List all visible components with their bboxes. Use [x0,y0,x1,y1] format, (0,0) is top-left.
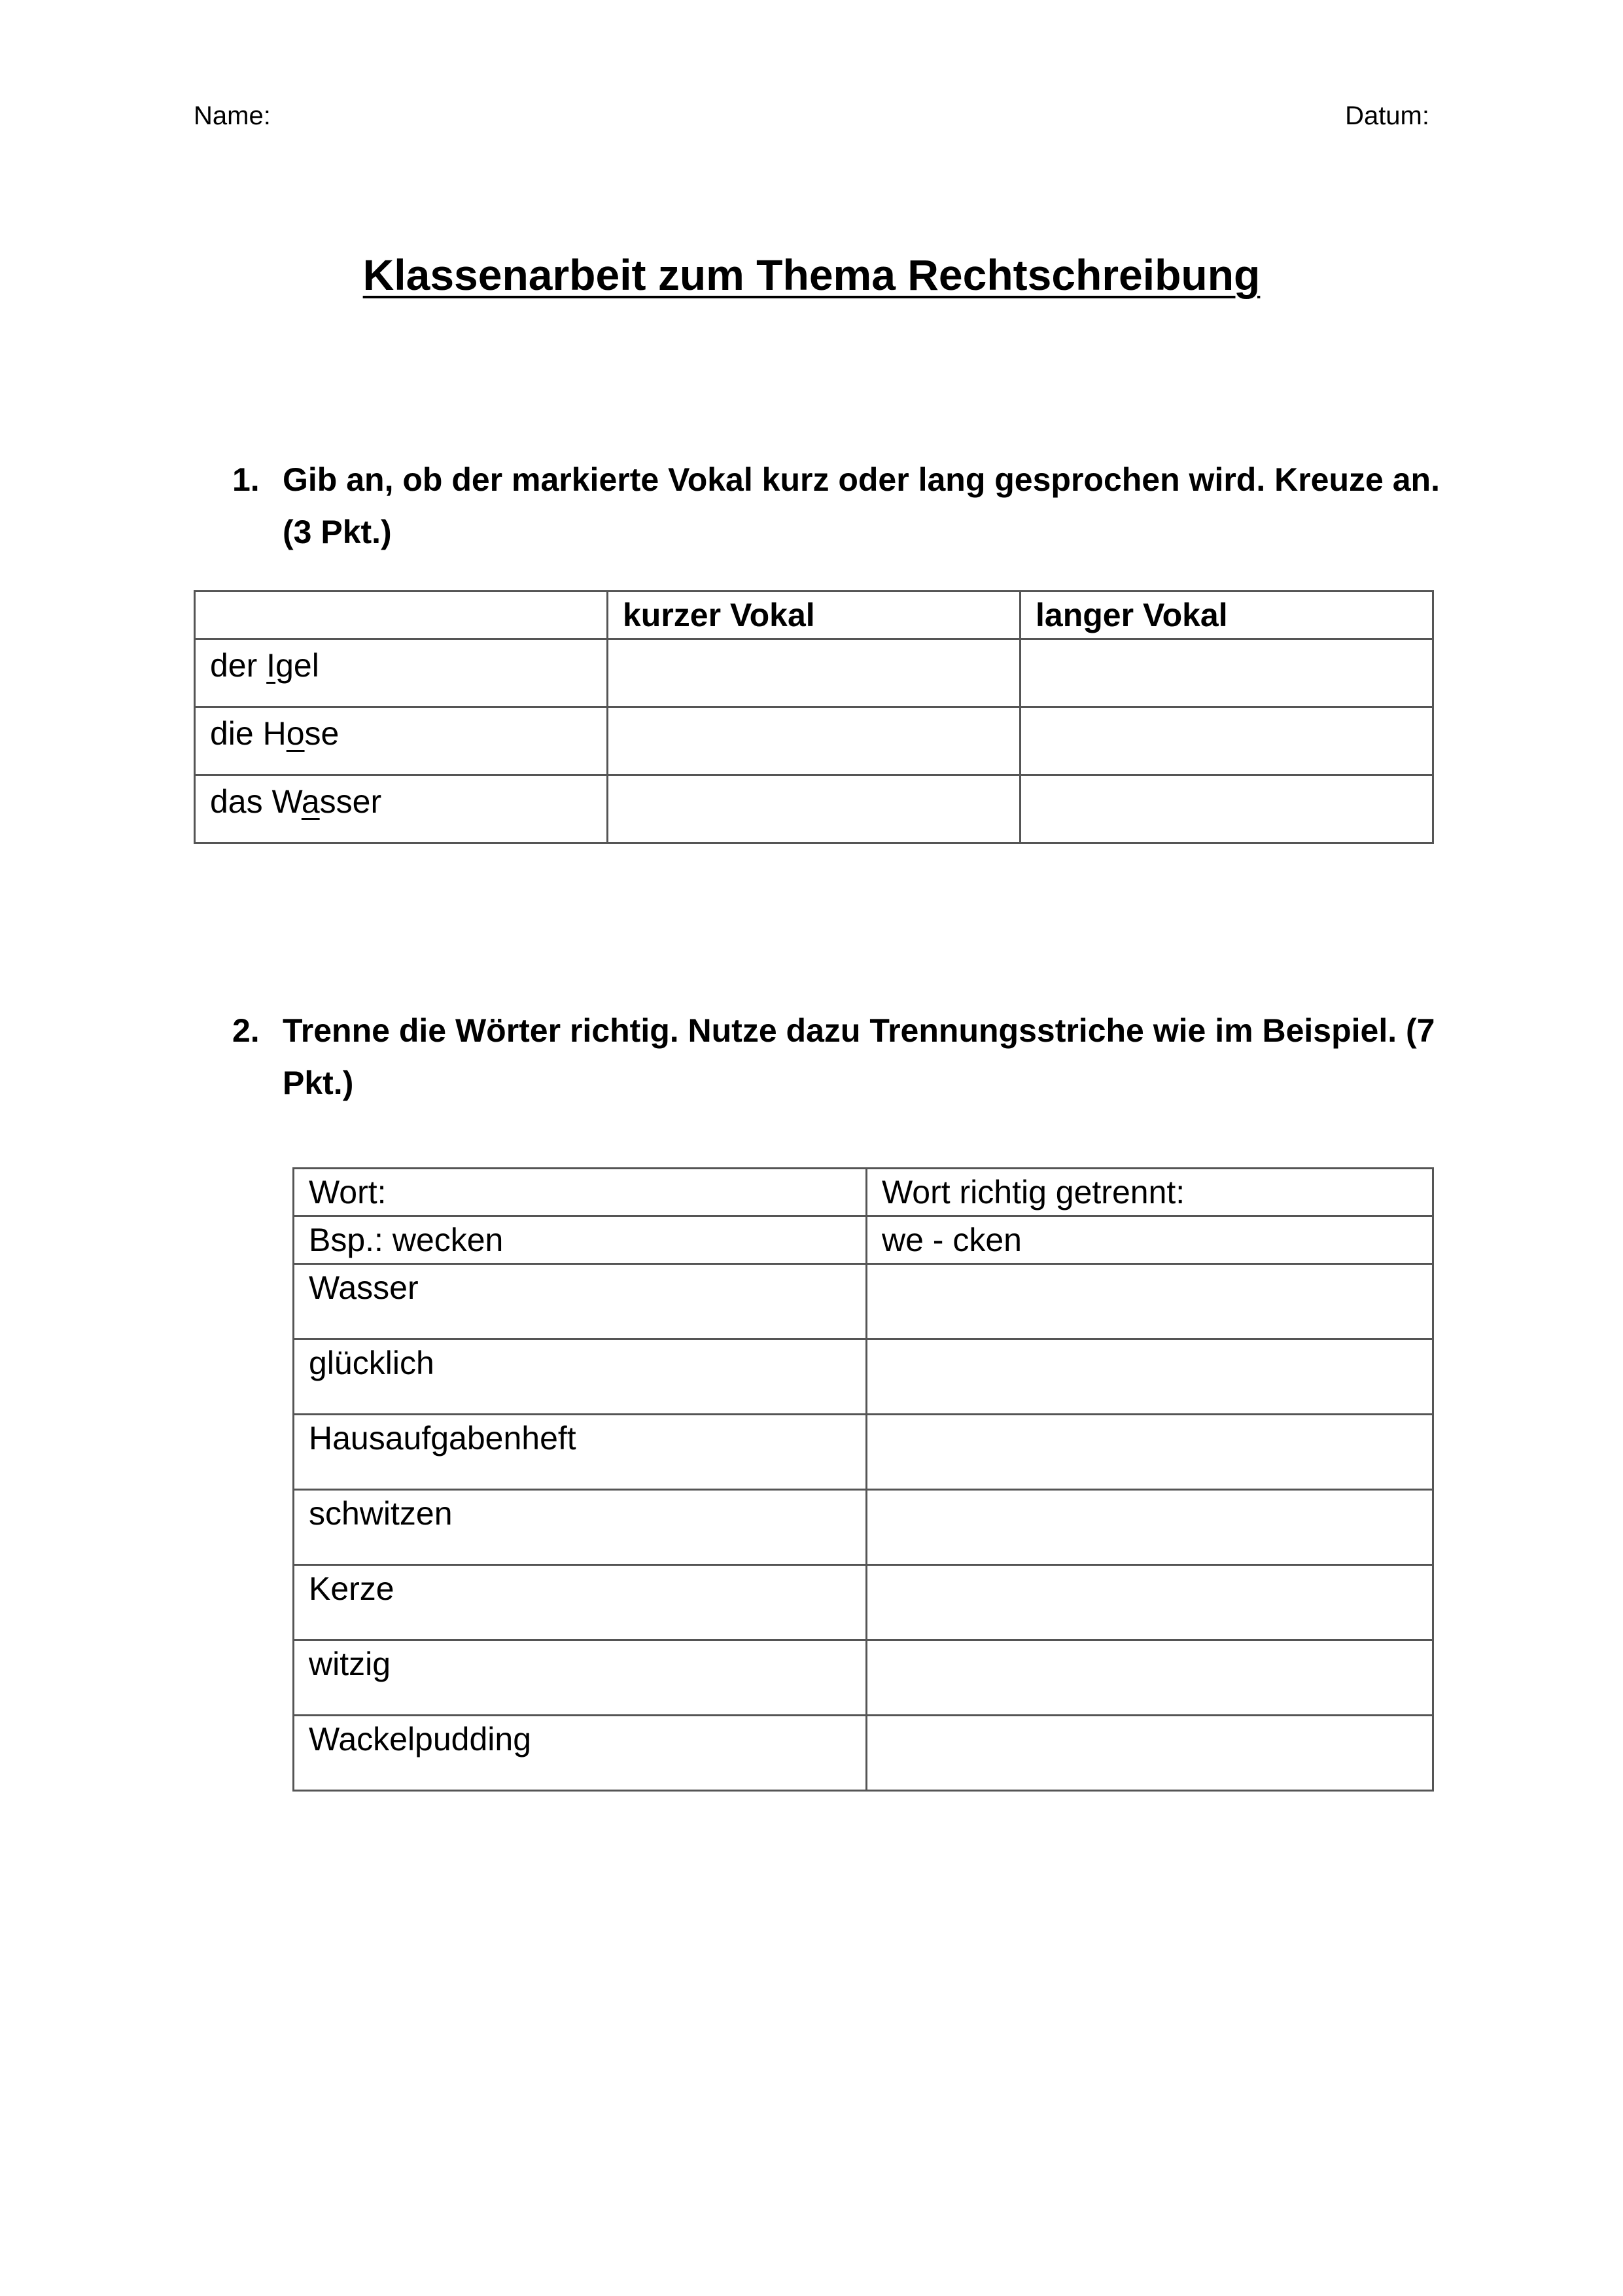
hyphenation-word: Kerze [294,1565,867,1640]
short-vowel-checkbox-cell[interactable] [608,639,1021,707]
hyphenation-answer-cell[interactable] [867,1415,1433,1490]
hyphenation-answer-cell[interactable] [867,1565,1433,1640]
hyphenation-word: witzig [294,1640,867,1716]
task-1 [232,453,1475,565]
hyphenation-word: glücklich [294,1339,867,1415]
short-vowel-checkbox-cell[interactable] [608,775,1021,843]
hyphenation-answer-cell[interactable] [867,1339,1433,1415]
hyphenation-word: Hausaufgabenheft [294,1415,867,1490]
hyphenation-table [292,1167,1434,1792]
task-2-number: 2. [232,1012,260,1049]
long-vowel-checkbox-cell[interactable] [1021,639,1433,707]
vowel-word-cell [195,639,608,707]
name-label: Name: [194,101,271,130]
word-part: se [304,715,340,752]
hyphenation-header-word: Wort: [294,1169,867,1216]
word-part: gel [275,647,319,684]
hyphenation-header-split: Wort richtig getrennt: [867,1169,1433,1216]
hyphenation-word: Wasser [294,1264,867,1339]
short-vowel-checkbox-cell[interactable] [608,707,1021,775]
marked-vowel: a [301,783,320,820]
hyphenation-answer-cell[interactable] [867,1264,1433,1339]
marked-vowel: o [286,715,305,752]
word-part: der [210,647,267,684]
vowel-table-header-short: kurzer Vokal [608,592,1021,639]
long-vowel-checkbox-cell[interactable] [1021,775,1433,843]
vowel-table-header-word [195,592,608,639]
hyphenation-word: Wackelpudding [294,1716,867,1791]
word-part: die H [210,715,287,752]
page-title-text: Klassenarbeit zum Thema Rechtschreibung [362,251,1261,299]
word-part: sser [319,783,382,820]
example-split: we - cken [867,1216,1433,1264]
date-label: Datum: [1345,101,1429,130]
hyphenation-answer-cell[interactable] [867,1640,1433,1716]
page-title [0,249,1623,301]
hyphenation-answer-cell[interactable] [867,1490,1433,1565]
task-1-number: 1. [232,461,260,498]
task-1-text: Gib an, ob der markierte Vokal kurz oder lang gesprochen wird. Kreuze an. (3 Pkt.) [283,461,1440,550]
vowel-table [194,590,1434,844]
hyphenation-word: schwitzen [294,1490,867,1565]
hyphenation-answer-cell[interactable] [867,1716,1433,1791]
example-word: Bsp.: wecken [294,1216,867,1264]
vowel-word-cell [195,707,608,775]
word-part: das W [210,783,302,820]
task-2-text: Trenne die Wörter richtig. Nutze dazu Trennungsstriche wie im Beispiel. (7 Pkt.) [283,1012,1435,1101]
vowel-word-cell [195,775,608,843]
marked-vowel: I [266,647,276,684]
vowel-table-header-long: langer Vokal [1021,592,1433,639]
task-2 [232,1004,1475,1116]
long-vowel-checkbox-cell[interactable] [1021,707,1433,775]
